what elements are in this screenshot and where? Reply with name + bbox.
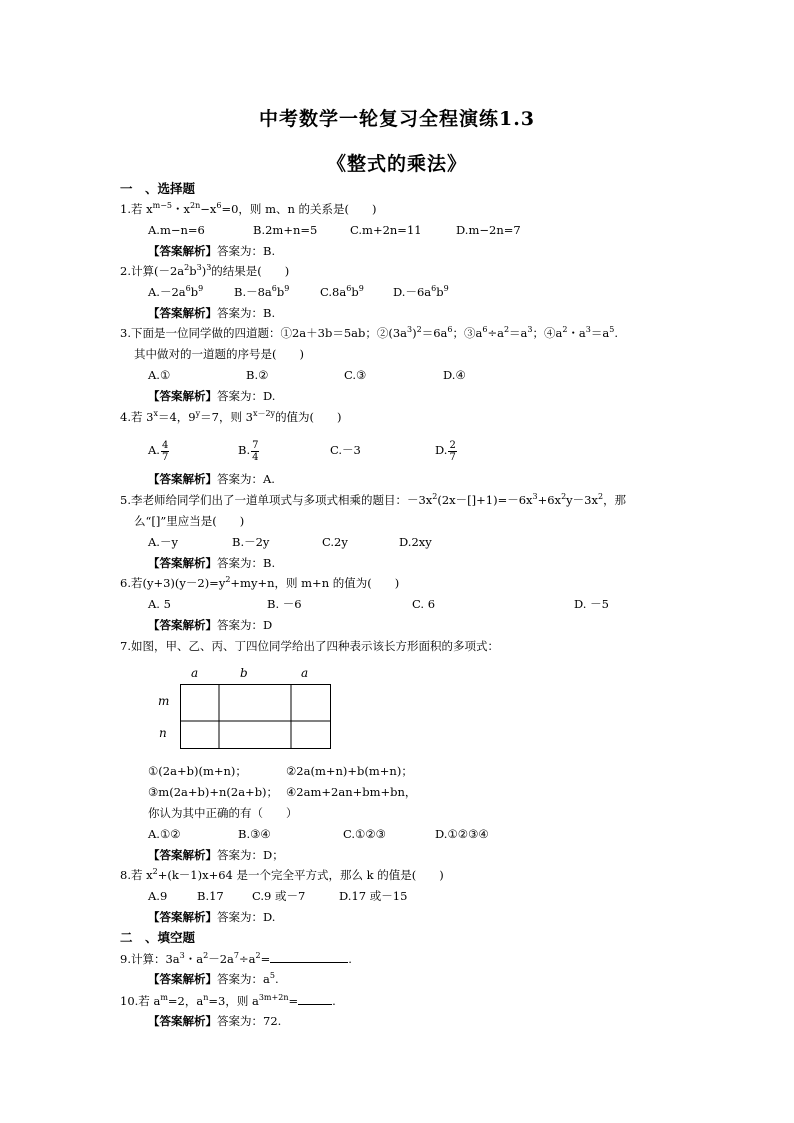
option-b: B. $\frac{7}{4}$ — [238, 439, 259, 463]
question-7: 7.如图，甲、乙、丙、丁四位同学给出了四种表示该长方形面积的多项式： — [120, 639, 499, 653]
label-top-b: b — [240, 666, 248, 680]
answer-blank[interactable] — [270, 950, 348, 963]
option-b: B.17 — [197, 889, 224, 903]
label-side-m: m — [158, 694, 170, 708]
option-b: B.2m+n=5 — [253, 223, 318, 237]
answer-2: 【答案解析】答案为：B. — [148, 306, 276, 320]
option-d: $D.-6a^6b^9$ — [393, 284, 449, 299]
option-b: B.② — [246, 368, 269, 382]
answer-10: 【答案解析】答案为：72. — [148, 1014, 282, 1028]
answer-6: 【答案解析】答案为：D — [148, 618, 273, 632]
question-1: 1.若 $x^{m-5}$・$x^{2n}-x^6=0$，则 m、n 的关系是( ) — [120, 201, 377, 216]
question-10: 10.若 $a^m=2$，$a^n=3$，则 $a^{3m+2n}=$ . — [120, 993, 336, 1008]
question-3-line2: 其中做对的一道题的序号是( ) — [134, 347, 304, 361]
option-a: A. $\frac{4}{7}$ — [148, 439, 169, 463]
question-2: 2.计算$(-2a^2b^3)^3$的结果是( ) — [120, 263, 290, 278]
option-b: B.－2y — [232, 535, 270, 549]
question-4: 4.若 $3^x=4$，$9^y=7$，则 $3^{x-2y}$的值为( ) — [120, 409, 342, 424]
item-4: ④2am+2an+bm+bn， — [286, 785, 417, 799]
question-9: 9.计算：$3a^3$・$a^2-2a^7\div a^2=$ . — [120, 951, 352, 966]
option-c: C. 6 — [412, 597, 436, 611]
option-c: C.－3 — [330, 443, 361, 457]
option-a: A. 5 — [148, 597, 171, 611]
rectangle-grid — [180, 684, 332, 750]
question-5: 5.李老师给同学们出了一道单项式与多项式相乘的题目：$-3x^2(2x-[]+1)=-6x^3+6x^2y-3x^2$，那 — [120, 492, 627, 507]
question-6: 6.若$(y+3)(y-2)=y^2+my+n$，则 m+n 的值为( ) — [120, 575, 400, 590]
question-3: 3.下面是一位同学做的四道题：①2a＋3b＝5ab；$②(3a^3)^2=6a^6$；$③a^6\div a^2=a^3$；$④a^2$・$a^3=a^5$. — [120, 325, 618, 340]
option-d: D.17 或－15 — [339, 889, 408, 903]
option-c: C.③ — [344, 368, 367, 382]
item-1: ①(2a+b)(m+n)； — [148, 764, 247, 778]
option-b: B.③④ — [238, 827, 271, 841]
label-side-n: n — [159, 726, 167, 740]
option-c: C.m+2n=11 — [350, 223, 422, 237]
label-top-a2: a — [301, 666, 309, 680]
option-a: A.－y — [148, 535, 178, 549]
question-8: 8.若 $x^2+(k-1)x+64$ 是一个完全平方式，那么 k 的值是( ) — [120, 867, 444, 882]
answer-blank[interactable] — [298, 992, 332, 1005]
option-a: A.m−n=6 — [148, 223, 205, 237]
option-a: A.①② — [148, 827, 181, 841]
option-a: A.① — [148, 368, 171, 382]
option-c: $C.8a^6b^9$ — [320, 284, 364, 299]
answer-5: 【答案解析】答案为：B. — [148, 556, 276, 570]
document-subtitle: 《整式的乘法》 — [326, 153, 467, 175]
option-d: D.2xy — [399, 535, 432, 549]
option-c: C.9 或－7 — [252, 889, 306, 903]
answer-1: 【答案解析】答案为：B. — [148, 244, 276, 258]
item-2: ②2a(m+n)+b(m+n)； — [286, 764, 413, 778]
document-title: 中考数学一轮复习全程演练1.3 — [258, 108, 536, 130]
section-heading-choice: 一 、选择题 — [120, 181, 196, 196]
answer-4: 【答案解析】答案为：A. — [148, 472, 275, 486]
question-5-line2: 么“[]”里应当是( ) — [134, 514, 245, 528]
label-top-a1: a — [191, 666, 199, 680]
answer-8: 【答案解析】答案为：D. — [148, 910, 276, 924]
answer-9: 【答案解析】答案为：$a^5$. — [148, 971, 279, 986]
option-a: A.9 — [148, 889, 168, 903]
answer-7: 【答案解析】答案为：D； — [148, 848, 284, 862]
item-3: ③m(2a+b)+n(2a+b)； — [148, 785, 279, 799]
option-c: C.2y — [322, 535, 348, 549]
answer-3: 【答案解析】答案为：D. — [148, 389, 276, 403]
option-b: $B.-8a^6b^9$ — [234, 284, 290, 299]
question-7-line3: 你认为其中正确的有（ ） — [148, 806, 298, 820]
option-d: D.①②③④ — [435, 827, 489, 841]
option-d: D. －5 — [574, 597, 609, 611]
option-d: D.④ — [443, 368, 466, 382]
question-4-options — [148, 433, 548, 467]
option-a: $A.-2a^6b^9$ — [148, 284, 204, 299]
rectangle-border — [181, 685, 331, 749]
section-heading-fill: 二 、填空题 — [120, 930, 196, 945]
option-c: C.①②③ — [343, 827, 386, 841]
option-b: B. －6 — [267, 597, 302, 611]
option-d: D. $\frac{2}{7}$ — [435, 439, 456, 463]
option-d: D.m−2n=7 — [456, 223, 521, 237]
